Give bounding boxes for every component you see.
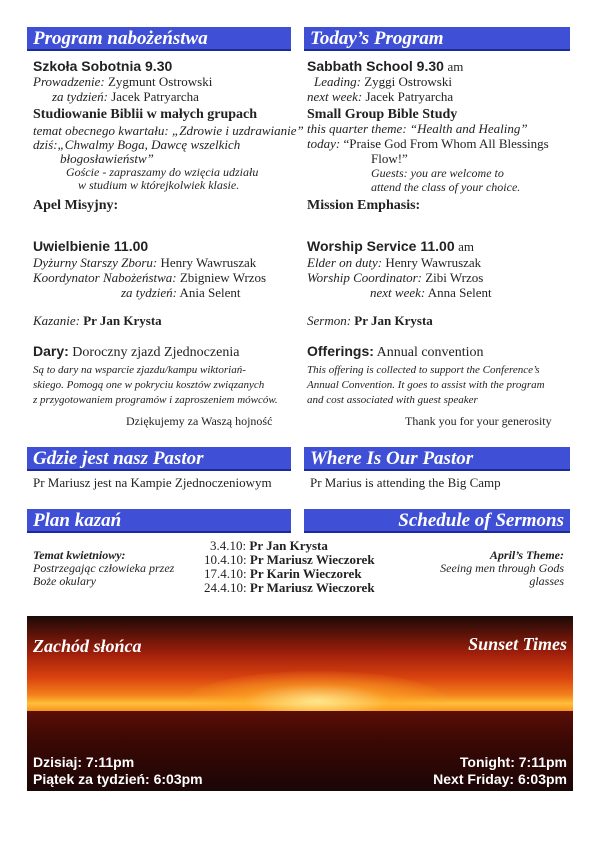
right-offerings: Offerings: Annual convention: [307, 343, 484, 360]
sunset-title-en: Sunset Times: [468, 634, 567, 654]
right-offering-desc3: and cost associated with guest speaker: [307, 394, 478, 406]
left-sermon: Kazanie: Pr Jan Krysta: [33, 313, 162, 328]
left-next-week: za tydzień: Jacek Patryarcha: [52, 89, 199, 104]
left-offering-desc1: Są to dary na wsparcie zjazdu/kampu wiktoriań-: [33, 364, 246, 376]
left-next-week2: za tydzień: Ania Selent: [121, 285, 241, 300]
left-sabbath-school: Szkoła Sobotnia 9.30: [33, 58, 173, 74]
left-offering-desc3: z przygotowaniem programów i zaproszeniem mówców.: [33, 394, 278, 406]
left-theme-label: Temat kwietniowy:: [33, 548, 126, 562]
left-pastor-text: Pr Mariusz jest na Kampie Zjednoczeniowym: [33, 475, 272, 490]
left-worship: Uwielbienie 11.00: [33, 238, 149, 254]
right-elder: Elder on duty: Henry Wawruszak: [307, 255, 482, 270]
schedule-row: 24.4.10: Pr Mariusz Wieczorek: [204, 580, 375, 595]
right-program-heading: Today’s Program: [304, 27, 570, 51]
sunset-title-pl: Zachód słońca: [33, 636, 142, 656]
right-thanks: Thank you for your generosity: [405, 414, 552, 428]
right-coordinator: Worship Coordinator: Zibi Wrzos: [307, 270, 484, 285]
left-today-line: dziś:„Chwalmy Boga, Dawcę wszelkich: [33, 137, 241, 152]
right-mission: Mission Emphasis:: [307, 198, 421, 213]
left-plan-heading: Plan kazań: [27, 509, 291, 533]
left-coordinator: Koordynator Nabożeństwa: Zbigniew Wrzos: [33, 270, 267, 285]
right-sermon: Sermon: Pr Jan Krysta: [307, 313, 433, 328]
left-guests-line2: w studium w którejkolwiek klasie.: [78, 178, 240, 192]
left-offerings: Dary: Doroczny zjazd Zjednoczenia: [33, 343, 240, 360]
left-theme-text1: Postrzegając człowieka przez: [33, 561, 175, 575]
left-guests-line1: Goście - zapraszamy do wzięcia udziału: [66, 165, 259, 179]
left-leading: Prowadzenie: Zygmunt Ostrowski: [33, 74, 213, 89]
right-theme-text2: glasses: [529, 574, 564, 588]
right-leading: Leading: Zyggi Ostrowski: [314, 74, 452, 89]
left-bible-study: Studiowanie Biblii w małych grupach: [33, 107, 258, 122]
right-theme-line: this quarter theme: “Health and Healing”: [307, 121, 528, 136]
left-program-heading: Program nabożeństwa: [27, 27, 291, 51]
right-worship: Worship Service 11.00 am: [307, 238, 474, 254]
right-offering-desc1: This offering is collected to support the Conference’s: [307, 364, 540, 376]
left-offering-desc2: skiego. Pomogą one w pokryciu kosztów związanych: [33, 379, 265, 391]
left-pastor-heading: Gdzie jest nasz Pastor: [27, 447, 291, 471]
right-today-line: today: “Praise God From Whom All Blessings: [307, 136, 549, 151]
left-elder: Dyżurny Starszy Zboru: Henry Wawruszak: [33, 255, 257, 270]
right-plan-heading: Schedule of Sermons: [304, 509, 570, 533]
right-today-line2: Flow!”: [371, 151, 408, 166]
schedule-row: 10.4.10: Pr Mariusz Wieczorek: [204, 552, 375, 567]
right-next-week: next week: Jacek Patryarcha: [307, 89, 454, 104]
right-theme-text1: Seeing men through Gods: [440, 561, 564, 575]
left-theme-text2: Boże okulary: [33, 574, 96, 588]
sunset-today-pl: Dzisiaj: 7:11pm: [33, 754, 135, 770]
sunset-friday-pl: Piątek za tydzień: 6:03pm: [33, 771, 203, 787]
right-sabbath-school: Sabbath School 9.30 am: [307, 58, 464, 74]
schedule-row: 17.4.10: Pr Karin Wieczorek: [204, 566, 362, 581]
right-offering-desc2: Annual Convention. It goes to assist with the program: [307, 379, 545, 391]
schedule-row: 3.4.10: Pr Jan Krysta: [210, 538, 328, 553]
right-bible-study: Small Group Bible Study: [307, 107, 458, 122]
right-next-week2: next week: Anna Selent: [370, 285, 492, 300]
right-pastor-text: Pr Marius is attending the Big Camp: [310, 475, 501, 490]
right-guests-line2: attend the class of your choice.: [371, 180, 521, 194]
sunset-today-en: Tonight: 7:11pm: [459, 754, 567, 770]
sunset-image: [27, 616, 573, 791]
left-theme-line: temat obecnego kwartału: „Zdrowie i uzdrawianie”: [33, 123, 304, 138]
sunset-friday-en: Next Friday: 6:03pm: [433, 771, 567, 787]
left-thanks: Dziękujemy za Waszą hojność: [126, 414, 273, 428]
right-pastor-heading: Where Is Our Pastor: [304, 447, 570, 471]
left-mission: Apel Misyjny:: [33, 198, 119, 213]
right-theme-label: April’s Theme:: [489, 548, 564, 562]
sermon-schedule: [196, 539, 406, 595]
left-today-line2: błogosławieństw”: [60, 151, 154, 166]
right-guests-line1: Guests: you are welcome to: [371, 166, 504, 180]
